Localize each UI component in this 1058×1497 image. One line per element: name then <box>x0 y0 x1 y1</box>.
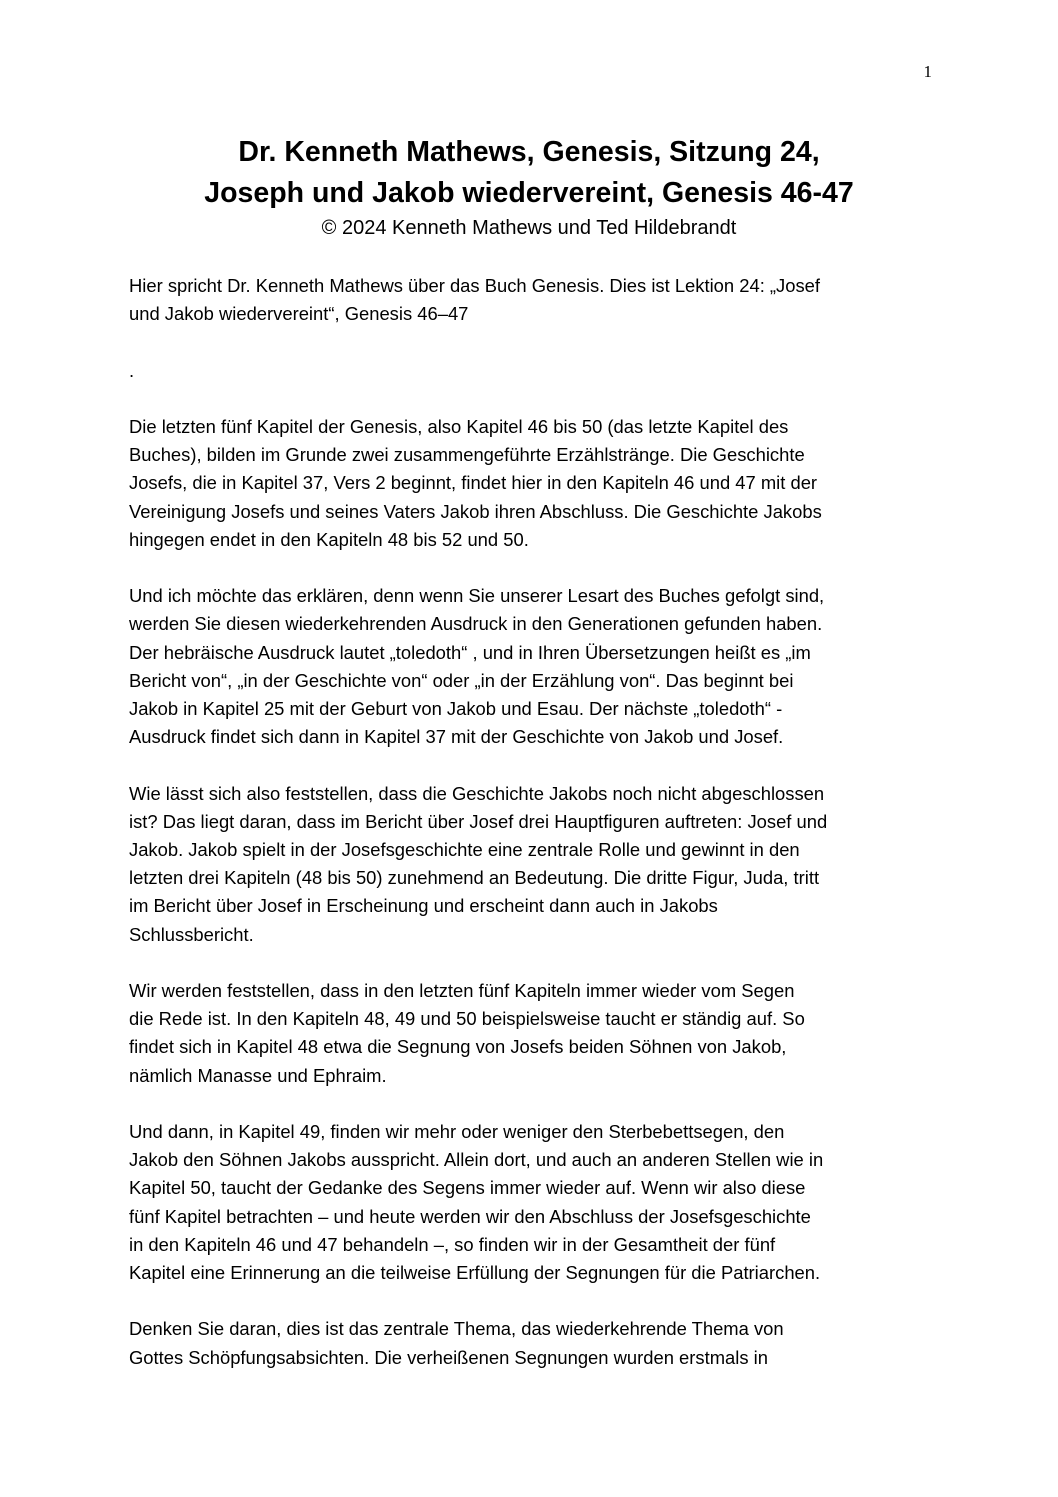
text-line: Kapitel 50, taucht der Gedanke des Segens immer wieder auf. Wenn wir also diese <box>129 1177 806 1199</box>
text-line: Jakob. Jakob spielt in der Josefsgeschichte eine zentrale Rolle und gewinnt in den <box>129 839 800 860</box>
text-line: die Rede ist. In den Kapiteln 48, 49 und 50 beispielsweise taucht er ständig auf. So <box>129 1008 805 1030</box>
text-line: Jakob den Söhnen Jakobs ausspricht. Allein dort, und auch an anderen Stellen wie in <box>129 1149 824 1171</box>
paragraph <box>129 1315 941 1371</box>
text-line: Bericht von“, „in der Geschichte von“ oder „in der Erzählung von“. Das beginnt bei <box>129 669 794 691</box>
paragraph <box>129 582 941 751</box>
text-line: in den Kapiteln 46 und 47 behandeln –, so finden wir in der Gesamtheit der fünf <box>129 1233 776 1255</box>
text-line: Wie lässt sich also feststellen, dass die Geschichte Jakobs noch nicht abgeschlossen <box>129 782 825 804</box>
page-number: 1 <box>923 62 932 81</box>
text-line: Hier spricht Dr. Kenneth Mathews über das Buch Genesis. Dies ist Lektion 24: „Josef <box>129 275 820 296</box>
copyright-notice: © 2024 Kenneth Mathews und Ted Hildebrandt <box>321 217 737 239</box>
text-line: letzten drei Kapiteln (48 bis 50) zunehmend an Bedeutung. Die dritte Figur, Juda, tritt <box>129 867 820 889</box>
text-line: hingegen endet in den Kapiteln 48 bis 52 und 50. <box>129 528 529 550</box>
text-line: Jakob in Kapitel 25 mit der Geburt von Jakob und Esau. Der nächste „toledoth“ - <box>129 698 783 719</box>
text-line: Gottes Schöpfungsabsichten. Die verheißenen Segnungen wurden erstmals in <box>129 1346 768 1368</box>
text-line: ist? Das liegt daran, dass im Bericht über Josef drei Hauptfiguren auftreten: Josef und <box>129 810 828 832</box>
text-line: Buches), bilden im Grunde zwei zusammengeführte Erzählstränge. Die Geschichte <box>129 444 805 466</box>
text-line: . <box>129 359 135 381</box>
text-line: Die letzten fünf Kapitel der Genesis, also Kapitel 46 bis 50 (das letzte Kapitel des <box>129 415 789 437</box>
text-line: im Bericht über Josef in Erscheinung und erscheint dann auch in Jakobs <box>129 895 718 917</box>
paragraph <box>129 272 941 328</box>
text-line: Kapitel eine Erinnerung an die teilweise Erfüllung der Segnungen für die Patriarchen. <box>129 1262 821 1284</box>
text-line: und Jakob wiedervereint“, Genesis 46–47 <box>129 303 469 325</box>
body-text <box>129 272 941 1400</box>
paragraph <box>129 1118 941 1287</box>
document-title-line-2: Joseph und Jakob wiedervereint, Genesis 46-47 <box>204 177 854 209</box>
paragraph <box>129 780 941 949</box>
text-line: Wir werden feststellen, dass in den letzten fünf Kapiteln immer wieder vom Segen <box>129 980 795 1001</box>
text-line: Ausdruck findet sich dann in Kapitel 37 mit der Geschichte von Jakob und Josef. <box>129 726 784 748</box>
text-line: nämlich Manasse und Ephraim. <box>129 1064 387 1086</box>
text-line: findet sich in Kapitel 48 etwa die Segnung von Josefs beiden Söhnen von Jakob, <box>129 1036 787 1058</box>
text-line: werden Sie diesen wiederkehrenden Ausdruck in den Generationen gefunden haben. <box>129 613 823 635</box>
paragraph <box>129 357 941 385</box>
paragraph <box>129 977 941 1090</box>
text-line: Denken Sie daran, dies ist das zentrale Thema, das wiederkehrende Thema von <box>129 1318 784 1340</box>
text-line: Josefs, die in Kapitel 37, Vers 2 beginnt, findet hier in den Kapiteln 46 und 47 mit der <box>129 472 818 494</box>
document-title-line-1: Dr. Kenneth Mathews, Genesis, Sitzung 24, <box>238 136 820 168</box>
text-line: fünf Kapitel betrachten – und heute werden wir den Abschluss der Josefsgeschichte <box>129 1205 811 1227</box>
paragraph <box>129 413 941 554</box>
text-line: Vereinigung Josefs und seines Vaters Jakob ihren Abschluss. Die Geschichte Jakobs <box>129 500 822 522</box>
text-line: Und dann, in Kapitel 49, finden wir mehr oder weniger den Sterbebettsegen, den <box>129 1121 785 1142</box>
title-block <box>60 132 998 242</box>
text-line: Und ich möchte das erklären, denn wenn Sie unserer Lesart des Buches gefolgt sind, <box>129 585 825 607</box>
text-line: Der hebräische Ausdruck lautet „toledoth“ , und in Ihren Übersetzungen heißt es „im <box>129 641 811 663</box>
text-line: Schlussbericht. <box>129 923 254 945</box>
